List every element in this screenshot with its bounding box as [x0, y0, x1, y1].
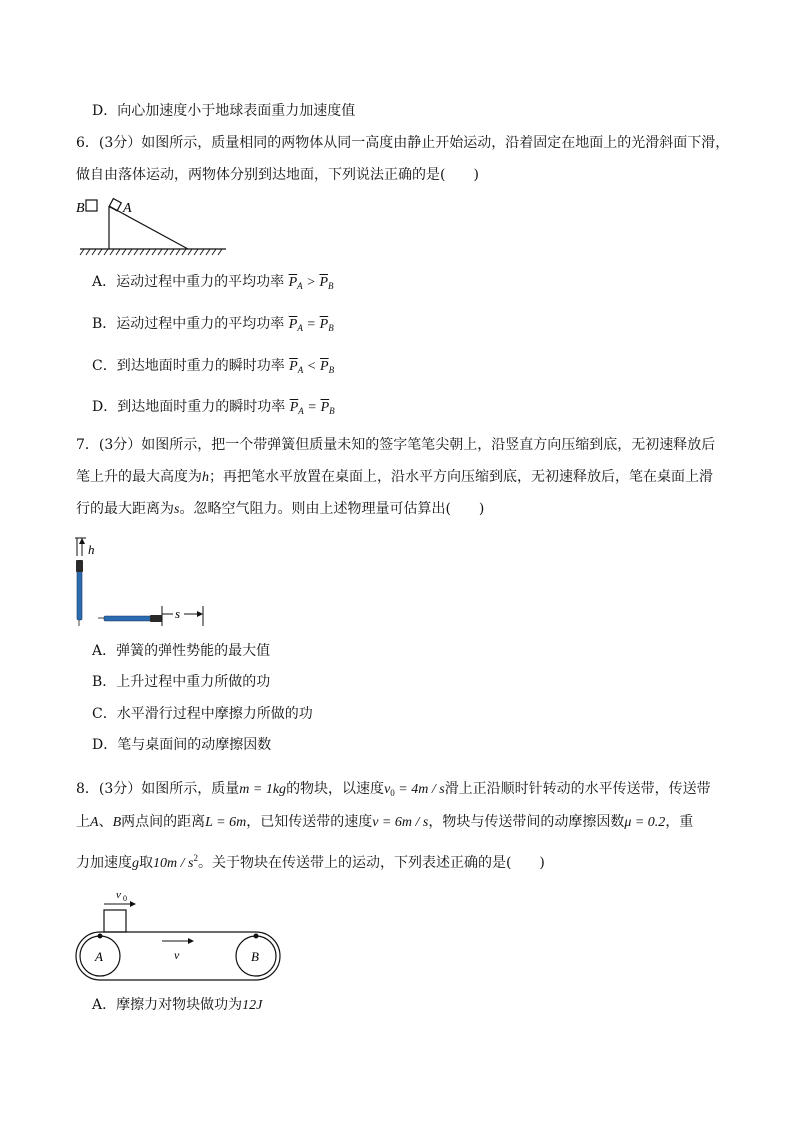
q8-label-a: A — [95, 949, 103, 964]
q7-stem-line1: 7．(3分）如图所示，把一个带弹簧但质量未知的签字笔笔尖朝上，沿竖直方向压缩到底，无初速释放后 — [76, 437, 716, 453]
q6-option-b: B．运动过程中重力的平均功率 $\overline{P}_A = \overline{P}_B$ — [92, 316, 334, 333]
q7-horizontal-pen — [104, 616, 154, 621]
q7-pen-figure — [74, 536, 208, 628]
q6-label-a: A — [123, 201, 132, 216]
q6-block-b — [86, 200, 97, 211]
q7-option-b: B．上升过程中重力所做的功 — [92, 674, 271, 690]
q6-ground-hatch — [80, 249, 222, 255]
q8-block — [104, 910, 126, 932]
q7-vertical-pen-cap — [76, 560, 83, 572]
q6-stem-line1: 6．(3分）如图所示，质量相同的两物体从同一高度由静止开始运动，沿着固定在地面上的光滑斜面下滑， — [76, 135, 730, 151]
q8-label-v0: v — [116, 889, 121, 901]
q8-label-v0-sub: 0 — [123, 894, 127, 903]
q8-stem-line1: 8．(3分）如图所示，质量m = 1kg的物块，以速度$v_0 = 4m / s$滑上正沿顺时针转动的水平传送带，传送带 — [76, 781, 711, 798]
q7-option-d: D．笔与桌面间的动摩擦因数 — [92, 737, 272, 753]
q7-horizontal-pen-cap — [150, 615, 162, 622]
q6-stem-line2: 做自由落体运动，两物体分别到达地面，下列说法正确的是( ) — [76, 167, 479, 183]
q7-label-h: h — [88, 542, 95, 557]
q7-label-s: s — [175, 606, 181, 621]
q6-option-a: A．运动过程中重力的平均功率 $\overline{P}_A > \overline{P}_B$ — [92, 274, 334, 291]
q8-stem-line2: 上A、B两点间的距离L = 6m，已知传送带的速度v = 6m / s，物块与传送带间的动摩擦因数μ = 0.2，重 — [76, 814, 694, 830]
q7-stem-line3: 行的最大距离为s。忽略空气阻力。则由上述物理量可估算出( ) — [76, 501, 485, 517]
q8-conveyor-figure — [74, 884, 284, 990]
q7-vertical-pen — [77, 570, 82, 620]
q7-option-c: C．水平滑行过程中摩擦力所做的功 — [92, 706, 313, 722]
q8-point-b-marker — [254, 934, 259, 939]
q8-v0-arrowhead — [130, 901, 136, 907]
q6-incline-figure — [76, 196, 236, 258]
q6-option-d: D．到达地面时重力的瞬时功率 $\overline{P}_A = \overline{P}_B$ — [92, 399, 335, 416]
q8-option-a: A．摩擦力对物块做功为12J — [92, 997, 263, 1013]
q7-stem-line2: 笔上升的最大高度为h；再把笔水平放置在桌面上，沿水平方向压缩到底，无初速释放后，笔在桌面上滑 — [76, 469, 713, 485]
q5-option-d: D．向心加速度小于地球表面重力加速度值 — [92, 103, 356, 119]
q6-option-c: C．到达地面时重力的瞬时功率 $\overline{P}_A < \overline{P}_B$ — [92, 358, 335, 375]
q8-label-v: v — [174, 948, 180, 962]
q8-point-a-marker — [98, 934, 103, 939]
q7-option-a: A．弹簧的弹性势能的最大值 — [92, 643, 271, 659]
q7-s-arrowhead — [197, 611, 203, 617]
q8-v-arrowhead — [188, 938, 194, 944]
q6-label-b: B — [76, 201, 85, 216]
q7-h-arrowhead — [79, 538, 85, 544]
q8-stem-line3: 力加速度g取$10m / s^2$。关于物块在传送带上的运动，下列表述正确的是( ) — [76, 853, 545, 871]
q8-label-b: B — [251, 949, 259, 964]
q6-incline-slope — [109, 206, 188, 249]
